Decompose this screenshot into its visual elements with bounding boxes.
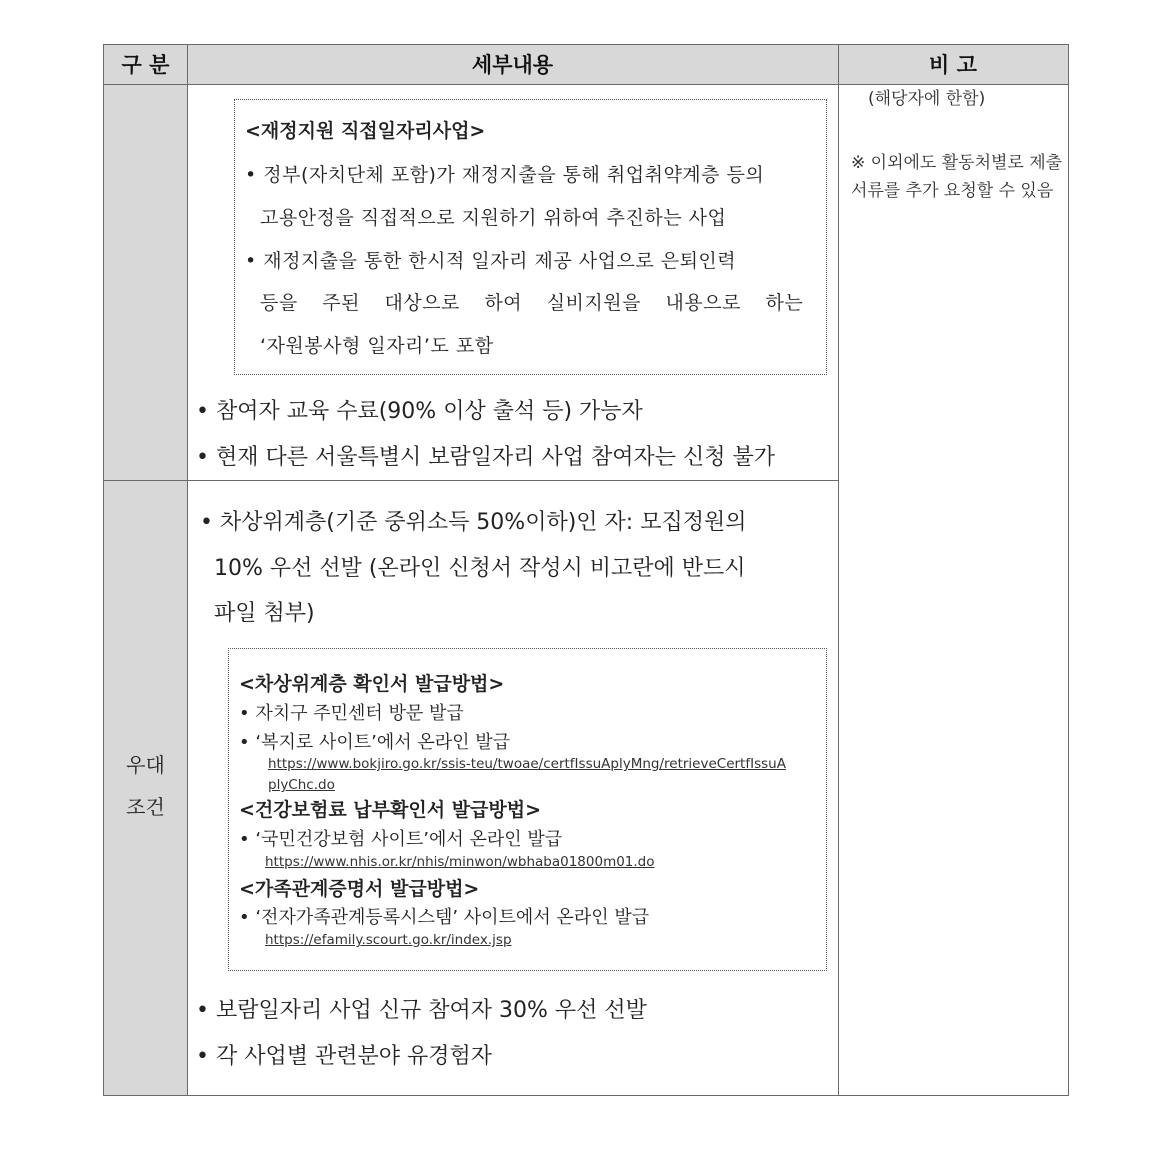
efamily-link[interactable]: https://efamily.scourt.go.kr/index.jsp [265, 932, 512, 948]
guide-item: • ‘복지로 사이트’에서 온라인 발급 [239, 732, 510, 753]
preference-intro-line: 10% 우선 선발 (온라인 신청서 작성시 비고란에 반드시 [214, 556, 746, 581]
bullet-education: • 참여자 교육 수료(90% 이상 출석 등) 가능자 [196, 399, 643, 424]
bullet-experience: • 각 사업별 관련분야 유경험자 [196, 1044, 492, 1069]
direct-job-program-box [234, 99, 827, 375]
guide-item: • ‘전자가족관계등록시스템’ 사이트에서 온라인 발급 [239, 907, 650, 928]
header-details: 세부내용 [471, 52, 554, 77]
header-remarks: 비 고 [929, 52, 977, 77]
guide-item: • 자치구 주민센터 방문 발급 [239, 703, 464, 724]
guide-title-low-income: <차상위계층 확인서 발급방법> [239, 673, 505, 695]
requirements-table [103, 44, 1069, 1096]
guide-title-family-relation: <가족관계증명서 발급방법> [239, 878, 480, 900]
box-line: • 재정지출을 통한 한시적 일자리 제공 사업으로 은퇴인력 [245, 250, 737, 272]
bullet-no-duplicate: • 현재 다른 서울특별시 보람일자리 사업 참여자는 신청 불가 [196, 445, 775, 470]
category-label: 조건 [126, 795, 165, 819]
guide-title-health-insurance: <건강보험료 납부확인서 발급방법> [239, 799, 542, 821]
column-divider [187, 45, 188, 1095]
note-extra-documents: ※ 이외에도 활동처별로 제출서류를 추가 요청할 수 있음 [851, 153, 1063, 201]
column-divider [838, 45, 839, 1095]
row-divider [104, 480, 839, 481]
category-label: 우대 [126, 753, 165, 777]
note-applicable: (해당자에 한함) [868, 89, 986, 109]
box-title: <재정지원 직접일자리사업> [245, 120, 486, 142]
box-line: 등을 주된 대상으로 하여 실비지원을 내용으로 하는 [260, 292, 804, 314]
bokjiro-link-cont[interactable]: plyChc.do [268, 777, 335, 793]
preference-intro-line: 파일 첨부) [214, 601, 315, 626]
box-line: • 정부(자치단체 포함)가 재정지출을 통해 취업취약계층 등의 [245, 164, 765, 186]
bokjiro-link[interactable]: https://www.bokjiro.go.kr/ssis-teu/twoae/certfIssuAplyMng/retrieveCertfIssuA [268, 756, 786, 772]
box-line: 고용안정을 직접적으로 지원하기 위하여 추진하는 사업 [260, 207, 727, 229]
category-column [104, 85, 187, 1095]
table-header-row [104, 45, 1068, 85]
bullet-new-participants: • 보람일자리 사업 신규 참여자 30% 우선 선발 [196, 998, 647, 1023]
preference-intro-line: • 차상위계층(기준 중위소득 50%이하)인 자: 모집정원의 [200, 510, 747, 535]
box-line: ‘자원봉사형 일자리’도 포함 [260, 335, 494, 357]
certificate-guide-box [228, 648, 827, 971]
guide-item: • ‘국민건강보험 사이트’에서 온라인 발급 [239, 829, 563, 850]
nhis-link[interactable]: https://www.nhis.or.kr/nhis/minwon/wbhaba01800m01.do [265, 854, 655, 870]
header-category: 구 분 [121, 52, 170, 77]
